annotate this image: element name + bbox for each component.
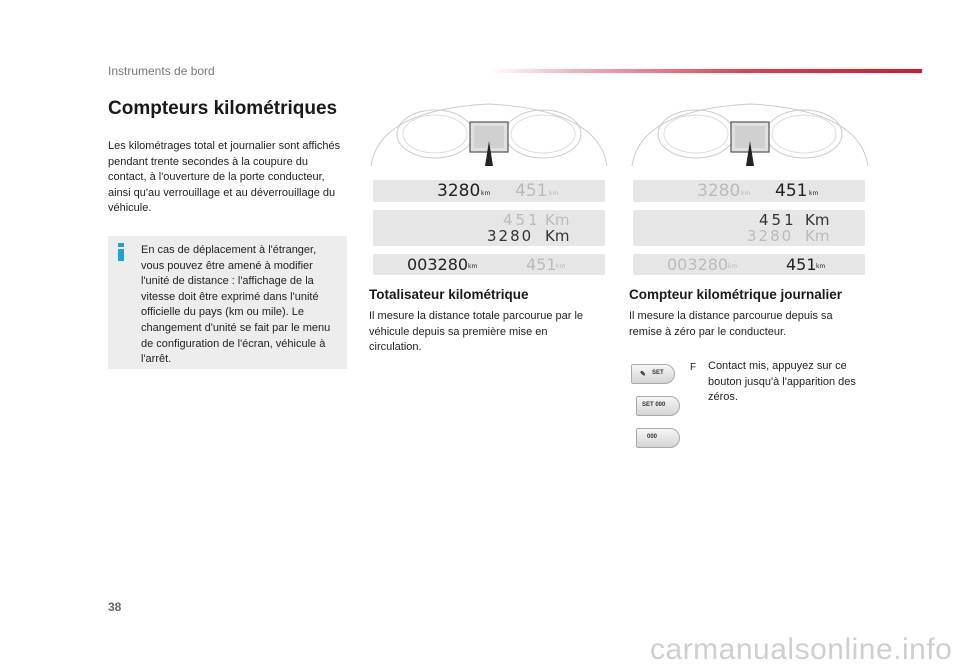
total-full-unit: km <box>468 263 478 270</box>
intro-paragraph: Les kilométrages total et journalier sont affichés pendant trente secondes à la coupure du contact, à l'ouverture de la porte conducteur, ainsi qu'au verrouillage et au déverrouillage du véhicule. <box>108 140 341 214</box>
header-accent-bar <box>490 69 922 73</box>
total-unit-dim: Km <box>805 227 830 245</box>
lcd-display-digital <box>373 254 605 275</box>
watermark: carmanualsonline.info <box>650 633 953 666</box>
step-text: Contact mis, appuyez sur ce bouton jusqu'à l'apparition des zéros. <box>708 360 856 403</box>
set-button-label: SET <box>652 370 664 376</box>
info-icon <box>114 243 128 261</box>
zero-button-label: 000 <box>647 434 658 440</box>
trip-value: 451 <box>775 181 808 201</box>
trip-full-value-dim: 451 <box>526 255 557 274</box>
trip-unit: km <box>809 190 819 197</box>
wrench-icon: ✎ <box>640 371 646 378</box>
instrument-cluster-illustration-2 <box>630 100 870 166</box>
trip-full-unit: km <box>816 263 826 270</box>
total-full-value: 003280 <box>407 255 469 274</box>
set-button[interactable] <box>631 364 675 384</box>
journalier-heading: Compteur kilométrique journalier <box>629 287 843 302</box>
trip-unit-dim: km <box>549 190 559 197</box>
zero-button[interactable] <box>636 428 680 448</box>
page-number: 38 <box>108 600 122 614</box>
set-000-button-label: SET 000 <box>642 402 666 408</box>
trip-value: 451 <box>759 211 797 229</box>
trip-value-dim: 451 <box>515 181 548 201</box>
lcd-display-segment <box>373 180 605 202</box>
trip-full-unit-dim: km <box>556 263 566 270</box>
totalisateur-heading: Totalisateur kilométrique <box>369 287 529 302</box>
trip-value-dim: 451 <box>503 211 541 229</box>
section-header: Instruments de bord <box>108 64 215 78</box>
lcd-display-matrix-2 <box>633 210 865 246</box>
totalisateur-text: Il mesure la distance totale parcourue par le véhicule depuis sa première mise en circulation. <box>369 310 584 353</box>
trip-unit: Km <box>805 211 830 229</box>
lcd-display-digital-2 <box>633 254 865 275</box>
page-title: Compteurs kilométriques <box>108 98 338 119</box>
total-value-dim: 3280 <box>747 227 794 245</box>
step-marker: F <box>690 362 697 373</box>
journalier-text: Il mesure la distance parcourue depuis sa remise à zéro par le conducteur. <box>629 310 833 338</box>
total-value: 3280 <box>487 227 534 245</box>
total-full-unit-dim: km <box>728 263 738 270</box>
set-000-button[interactable] <box>636 396 680 416</box>
total-full-value-dim: 003280 <box>667 255 729 274</box>
lcd-display-segment-2 <box>633 180 865 202</box>
info-text: En cas de déplacement à l'étranger, vous pouvez être amené à modifier l'unité de distance : l'affichage de la vitesse doit être exprimé dans l'unité officielle du pays (km ou mile). Le changement d'unité se fait par le menu de configuration de l'écran, véhicule à l'arrêt. <box>141 244 331 366</box>
total-value: 3280 <box>437 181 481 201</box>
trip-full-value: 451 <box>786 255 817 274</box>
total-value-dim: 3280 <box>697 181 741 201</box>
total-unit-dim: km <box>741 190 751 197</box>
total-unit: km <box>481 190 491 197</box>
instrument-cluster-illustration <box>369 100 609 166</box>
trip-unit-dim: Km <box>545 211 570 229</box>
lcd-display-matrix <box>373 210 605 246</box>
total-unit: Km <box>545 227 570 245</box>
